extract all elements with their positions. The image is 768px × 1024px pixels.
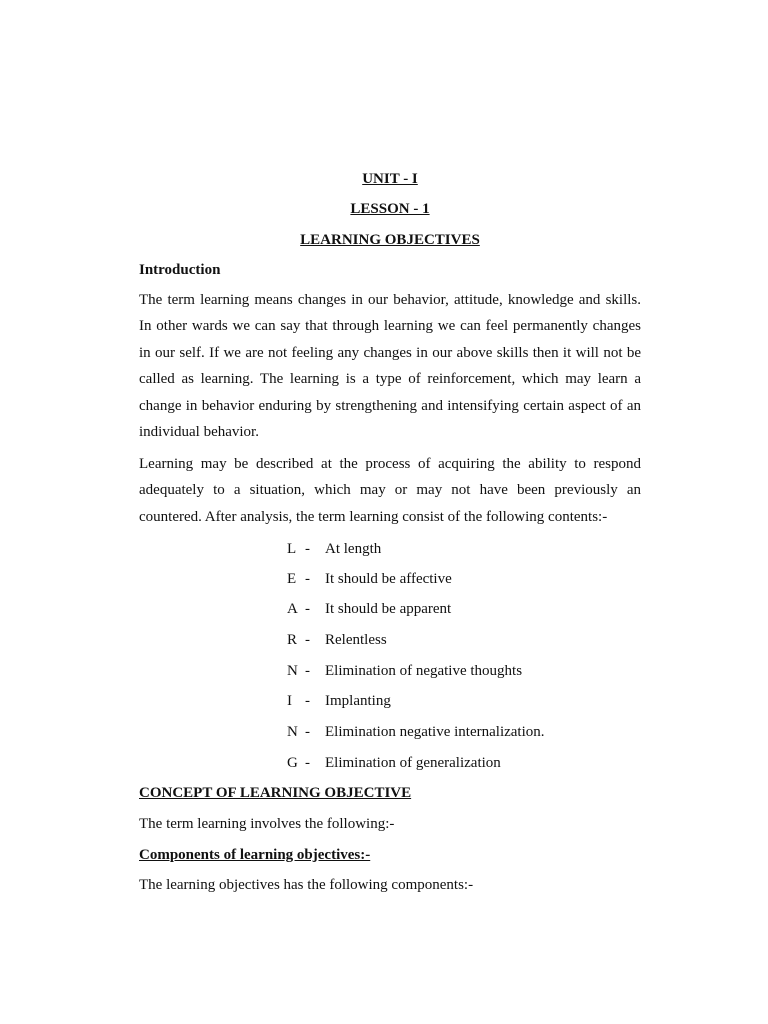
- lesson-heading: LESSON - 1: [350, 201, 430, 217]
- acronym-letter: N: [287, 663, 298, 679]
- introduction-paragraph-2: Learning may be described at the process of acquiring the ability to respond adequately to a situation, which may or may not have been previously an countered. After analysis, the term learning consist of the following contents:-: [139, 456, 641, 525]
- acronym-item: [287, 754, 647, 772]
- acronym-letter: N: [287, 724, 298, 740]
- acronym-dash: -: [305, 601, 310, 617]
- acronym-dash: -: [305, 693, 310, 709]
- acronym-letter: G: [287, 755, 298, 771]
- introduction-heading: Introduction: [139, 262, 221, 278]
- acronym-text: Relentless: [325, 632, 387, 648]
- acronym-text: Elimination of generalization: [325, 755, 501, 771]
- acronym-text: Elimination negative internalization.: [325, 724, 545, 740]
- concept-heading: CONCEPT OF LEARNING OBJECTIVE: [139, 785, 412, 801]
- acronym-item: [287, 662, 647, 680]
- components-heading: Components of learning objectives:-: [139, 847, 371, 863]
- acronym-dash: -: [305, 663, 310, 679]
- acronym-item: [287, 570, 647, 588]
- acronym-dash: -: [305, 571, 310, 587]
- acronym-dash: -: [305, 632, 310, 648]
- acronym-item: [287, 540, 647, 558]
- acronym-text: At length: [325, 541, 382, 557]
- page-title: LEARNING OBJECTIVES: [300, 232, 480, 248]
- acronym-text: Implanting: [325, 693, 391, 709]
- acronym-text: It should be apparent: [325, 601, 452, 617]
- acronym-text: It should be affective: [325, 571, 452, 587]
- acronym-letter: R: [287, 632, 298, 648]
- acronym-item: [287, 692, 647, 710]
- acronym-dash: -: [305, 541, 310, 557]
- acronym-letter: L: [287, 541, 297, 557]
- acronym-dash: -: [305, 755, 310, 771]
- acronym-text: Elimination of negative thoughts: [325, 663, 523, 679]
- acronym-letter: A: [287, 601, 298, 617]
- acronym-letter: I: [287, 693, 292, 709]
- acronym-letter: E: [287, 571, 297, 587]
- concept-text: The term learning involves the following:-: [139, 816, 395, 832]
- components-text: The learning objectives has the following components:-: [139, 877, 474, 893]
- acronym-item: [287, 723, 647, 741]
- unit-heading: UNIT - I: [362, 171, 418, 187]
- introduction-paragraph-1: The term learning means changes in our behavior, attitude, knowledge and skills. In other wards we can say that through learning we can feel permanently changes in our self. If we are not feeling any changes in our above skills then it will not be called as learning. The learning is a type of reinforcement, which may learn a change in behavior enduring by strengthening and intensifying certain aspect of an individual behavior.: [139, 292, 641, 441]
- document-page: [139, 0, 641, 1024]
- acronym-dash: -: [305, 724, 310, 740]
- acronym-item: [287, 631, 647, 649]
- acronym-item: [287, 600, 647, 618]
